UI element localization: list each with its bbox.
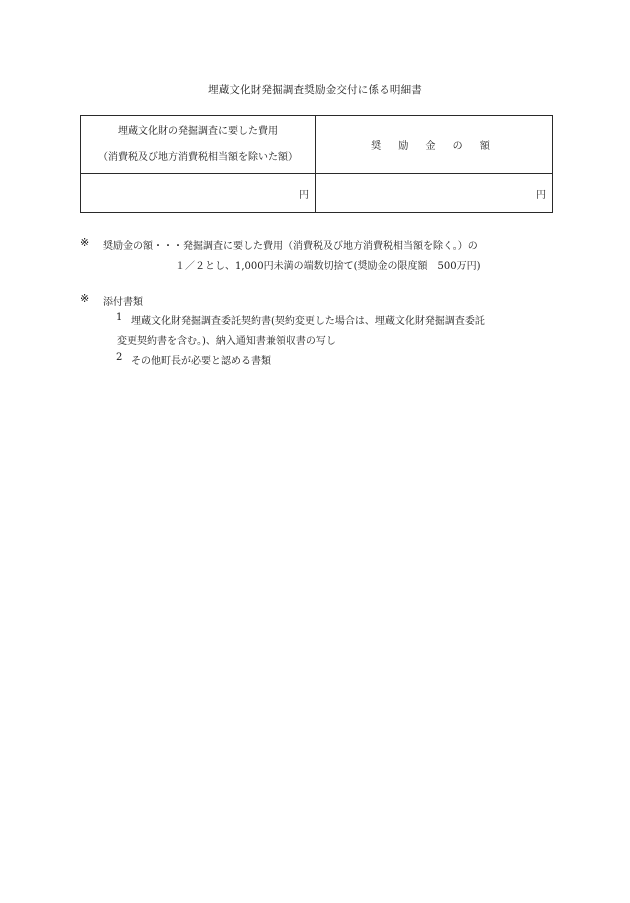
- attachment-item-1-line1: 埋蔵文化財発掘調査委託契約書(契約変更した場合は、埋蔵文化財発掘調査委託: [131, 316, 485, 327]
- table-header-row: [81, 116, 553, 174]
- attachment-item-2-number: 2: [116, 352, 123, 363]
- amount-note-line1: 奨励金の額・・・発掘調査に要した費用（消費税及び地方消費税相当額を除く。）の: [103, 241, 478, 252]
- subsidy-unit-label: 円: [536, 189, 546, 201]
- attachment-item-1-line2: 変更契約書を含む。)、納入通知書兼領収書の写し: [117, 336, 336, 347]
- note-mark-amount: ※: [80, 236, 90, 249]
- document-title: 埋蔵文化財発掘調査奨励金交付に係る明細書: [208, 84, 422, 96]
- detail-table: [80, 115, 553, 213]
- subsidy-header-cell: 奨 励 金 の 額: [316, 116, 553, 174]
- expense-unit-label: 円: [299, 189, 309, 201]
- attachment-item-2-text: その他町長が必要と認める書類: [131, 356, 271, 367]
- note-mark-attachments: ※: [80, 292, 90, 305]
- table-value-row: [81, 174, 553, 213]
- expense-header-line2: （消費税及び地方消費税相当額を除いた額）: [98, 151, 298, 163]
- expense-amount-cell: [81, 174, 316, 213]
- expense-header-line1: 埋蔵文化財の発掘調査に要した費用: [118, 125, 278, 137]
- attachment-item-1-number: 1: [116, 312, 123, 323]
- attachments-heading: 添付書類: [103, 297, 143, 308]
- expense-header-cell: [81, 116, 316, 174]
- subsidy-amount-cell: [316, 174, 553, 213]
- amount-note-line2: １／２とし、1,000円未満の端数切捨て(奨励金の限度額 500万円): [175, 261, 481, 272]
